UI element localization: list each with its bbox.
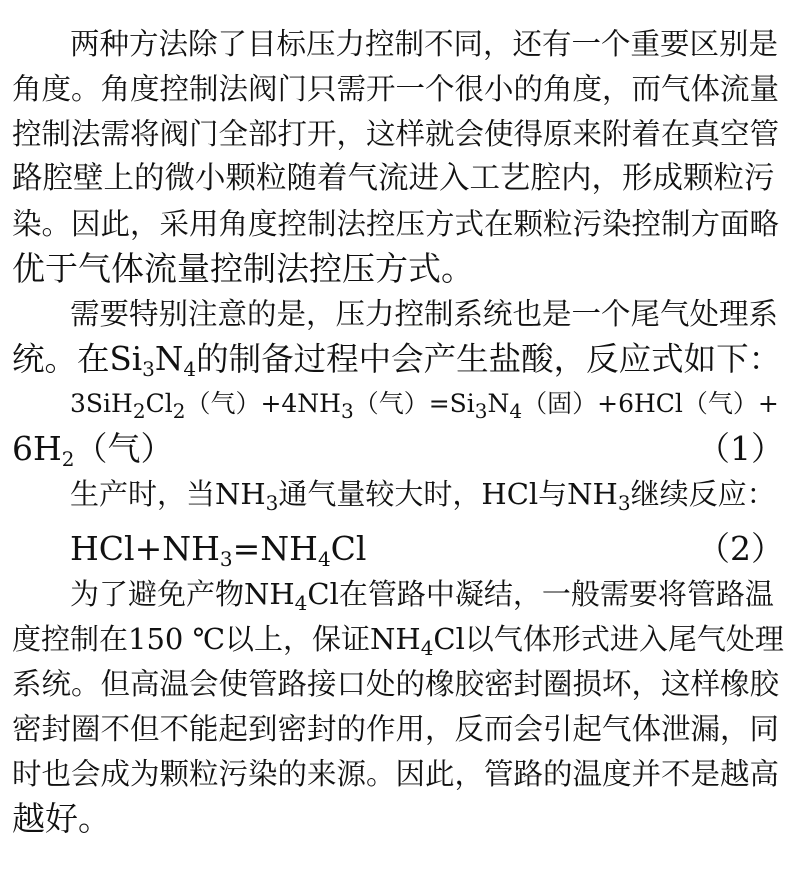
text-run: Cl	[145, 389, 173, 418]
text-run: 3SiH	[70, 389, 133, 418]
subscript: 4	[294, 591, 308, 615]
subscript: 4	[317, 547, 331, 571]
subscript: 4	[509, 399, 523, 423]
subscript: 3	[474, 399, 488, 423]
text-run: 的制备过程中会产生盐酸，反应式如下：	[196, 340, 782, 378]
text-run: N	[487, 389, 510, 418]
equation-2-body	[70, 527, 366, 571]
text-run: （气）+4NH	[185, 389, 341, 418]
paragraph-4-line-5: 时也会成为颗粒污染的来源。因此，管路的温度并不是越高	[12, 757, 780, 791]
text-run: N	[154, 340, 184, 378]
paragraph-4-line-6: 越好。	[12, 799, 111, 838]
subscript: 4	[183, 357, 197, 381]
equation-1-number: （1）	[697, 429, 784, 468]
paragraph-1-line-3: 控制法需将阀门全部打开，这样就会使得原来附着在真空管	[12, 117, 780, 151]
subscript: 2	[172, 399, 186, 423]
paragraph-2-line-2	[12, 337, 784, 381]
subscript: 4	[420, 636, 434, 660]
subscript: 3	[265, 491, 279, 515]
subscript: 2	[61, 447, 75, 471]
subscript: 3	[617, 491, 631, 515]
equation-1-tail	[12, 427, 174, 471]
equation-2-number: （2）	[697, 529, 784, 568]
text-run: 通气量较大时，HCl与NH	[278, 477, 618, 511]
text-run: Cl以气体形式进入尾气处理	[433, 622, 784, 656]
text-run: （气）	[74, 429, 174, 468]
paragraph-2-line-1: 需要特别注意的是，压力控制系统也是一个尾气处理系	[70, 297, 779, 331]
text-run: Cl在管路中凝结，一般需要将管路温	[307, 577, 774, 611]
paragraph-1-line-2: 角度。角度控制法阀门只需开一个很小的角度，而气体流量	[12, 72, 780, 106]
equation-1-line-2	[12, 427, 784, 471]
paragraph-1-line-1: 两种方法除了目标压力控制不同，还有一个重要区别是	[70, 27, 779, 61]
text-run: （固）+6HCl（气）+	[522, 389, 779, 418]
text-run: 为了避免产物NH	[70, 577, 295, 611]
text-run: 6H	[12, 429, 62, 468]
paragraph-4-line-3: 系统。但高温会使管路接口处的橡胶密封圈损坏，这样橡胶	[12, 667, 780, 701]
equation-1-line-1	[70, 382, 784, 426]
paragraph-1-line-5: 染。因此，采用角度控制法控压方式在颗粒污染控制方面略	[12, 207, 780, 241]
subscript: 3	[142, 357, 155, 381]
paragraph-4-line-1	[70, 572, 784, 616]
paragraph-1-line-6: 优于气体流量控制法控压方式。	[12, 249, 474, 288]
text-run: Cl	[330, 529, 367, 568]
text-run: （气）=Si	[353, 389, 475, 418]
text-run: =NH	[232, 529, 318, 568]
subscript: 2	[132, 399, 146, 423]
paragraph-4-line-4: 密封圈不但不能起到密封的作用，反而会引起气体泄漏，同	[12, 712, 780, 746]
paragraph-4-line-2	[12, 617, 784, 661]
text-run: 度控制在150 ℃以上，保证NH	[12, 622, 421, 656]
paragraph-3-line-1	[70, 472, 784, 516]
equation-2	[70, 527, 784, 571]
subscript: 3	[219, 547, 233, 571]
subscript: 3	[340, 399, 354, 423]
text-run: 生产时，当NH	[70, 477, 266, 511]
paragraph-1-line-4: 路腔壁上的微小颗粒随着气流进入工艺腔内，形成颗粒污	[12, 161, 775, 196]
text-run: 统。在Si	[12, 340, 143, 378]
text-run: HCl+NH	[70, 529, 220, 568]
text-run: 继续反应：	[630, 477, 776, 511]
